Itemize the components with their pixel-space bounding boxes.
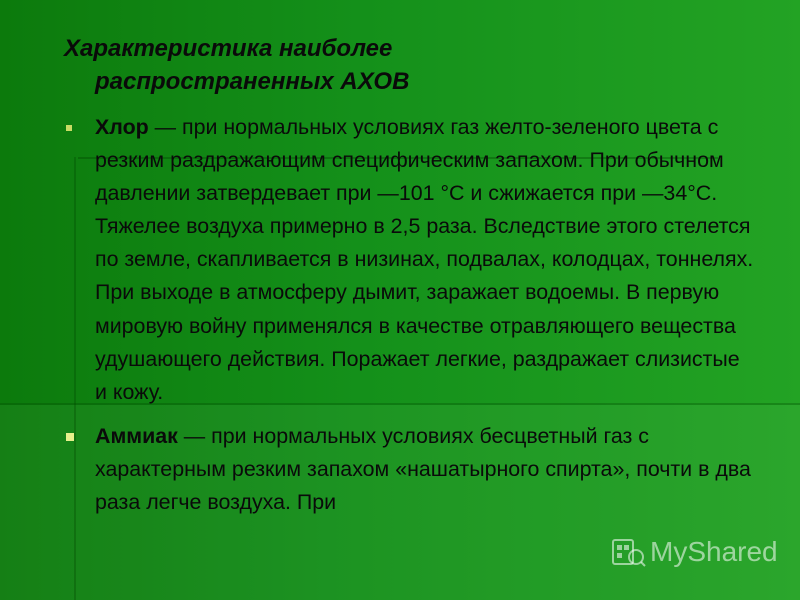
list-item-ammonia [95,420,755,519]
slide-title-line-1: Характеристика наиболее [64,35,393,62]
bullet-icon [66,125,72,131]
item-heading: Аммиак [95,423,178,448]
watermark [612,534,778,570]
slide-title-line-2: распространенных АХОВ [95,68,410,95]
slide-body [95,111,755,519]
decorative-line-vertical [74,157,76,600]
item-heading: Хлор [95,115,149,139]
list-item-chlorine [95,111,755,409]
watermark-text: MyShared [650,536,778,567]
myshared-logo-icon [612,537,646,567]
item-text: — при нормальных условиях бесцветный газ с характерным резким запахом «нашатырного спирта», почти в два раза легче воздуха. При [95,423,751,515]
bullet-icon [66,433,74,441]
item-text: — при нормальных условиях газ желто-зеленого цвета с резким раздражающим специфическим запахом. При обычном давлении затвердевает при —101 °С и сжижается при —34°С. Тяжелее воздуха примерно в 2,5 раза. Вследствие этого стелется по земле, скапливается в низинах, подвалах, колодцах, тоннелях. При выходе в атмосферу дымит, заражает водоемы. В первую мировую войну применялся в качестве отравляющего вещества удушающего действия. Поражает легкие, раздражает слизистые и кожу. [95,115,754,404]
slide-title [64,32,724,98]
